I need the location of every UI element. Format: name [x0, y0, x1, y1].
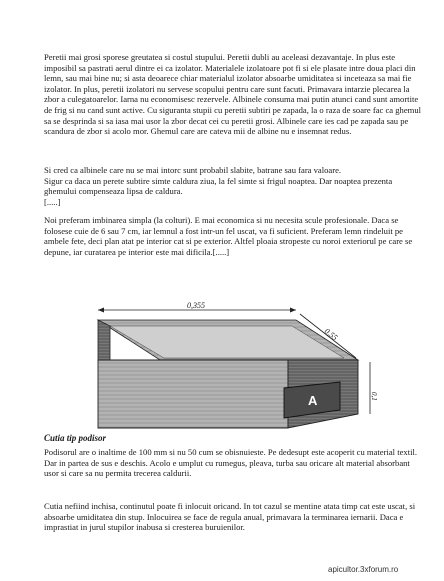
dimension-top-label: 0,355: [187, 302, 205, 310]
paragraph-ellipsis: [.....]: [44, 196, 61, 207]
paragraph-replace: [44, 501, 424, 533]
paragraph-group-2: [44, 165, 424, 207]
paragraph-5: Noi preferam imbinarea simpla (la colturi). E mai economica si nu necesita scule profesionale. Daca se folosese cuie de 6 sau 7 cm, iar lemnul a fost intr-un fel uscat, va fi suficient. Preferam lemn rindeluit pe ambele fete, deci plan atat pe interior cat si pe exterior. Altfel ploaia stropeste cu noroi exteriorul pe care se depune, iar curatarea pe interior este mai dificila.[.....]: [44, 215, 413, 257]
paragraph-1: Peretii mai grosi sporese greutatea si costul stupului. Peretii dubli au aceleasi dezavantaje. In plus este imposibil sa pastrati aerul dintre ei ca izolator. Materialele izolatoare pot fi si ele plasate intre doua placi din lemn, sau mai bine nu; si asta deoarece chiar materialul izolator absoarbe umiditatea si inceteaza sa mai fie izolator. In plus, peretii izolatori nu servese scopului pentru care sunt facuti. Primavara intarzie plecarea la zbor a culegatoarelor. Iarna nu economisesc rezervele. Albinele consuma mai putin atunci cand sunt amortite de frig si nu cand sunt active. Cu siguranta stupii cu peretii subtiri pe zapada, la o raza de soare fac ca ghemul sa se desprinda si sa iasa mai usor la zbor decat cei cu peretii grosi. Albinele care ies cad pe zapada sau pe scandura de zbor si acolo mor. Ghemul care are cateva mii de albine nu e insemnat redus.: [44, 52, 422, 137]
paragraph-walls: [44, 52, 424, 137]
panel-a-label: A: [308, 393, 318, 408]
paragraph-joints: [44, 215, 424, 257]
paragraph-7: Cutia nefiind inchisa, continutul poate fi inlocuit oricand. In tot cazul se mentine atata timp cat este uscat, si absoarbe umiditatea din stup. Inlocuirea se face de regula anual, primavara la terminarea iernarii. Daca e imprastiat in jurul stupilor inabusa si cresterea buruienilor.: [44, 501, 416, 533]
dimension-side-label: 0,1: [370, 392, 378, 401]
paragraph-podisor: [44, 447, 424, 479]
paragraph-2: Si cred ca albinele care nu se mai intorc sunt probabil slabite, batrane sau fara valoare.: [44, 165, 342, 175]
site-footer: apicultor.3xforum.ro: [328, 565, 399, 574]
box-illustration: [88, 302, 378, 434]
paragraph-6: Podisorul are o inaltime de 100 mm si nu 50 cum se obisnuieste. Pe dedesupt este acoperit cu material textil. Dar in partea de sus e deschis. Acolo e umplut cu rumegus, pleava, turba sau oricare alt material absorbant usor si care sa nu permita trecerea caldurii.: [44, 447, 418, 479]
dimension-right-label: 0,55: [322, 326, 340, 343]
paragraph-3: Sigur ca daca un perete subtire simte caldura ziua, la fel simte si frigul noaptea. Dar noaptea prezenta ghemului compenseaza lipsa de caldura.: [44, 175, 393, 197]
box-front-wall: [98, 360, 288, 428]
figure-caption: Cutia tip podisor: [44, 433, 107, 443]
